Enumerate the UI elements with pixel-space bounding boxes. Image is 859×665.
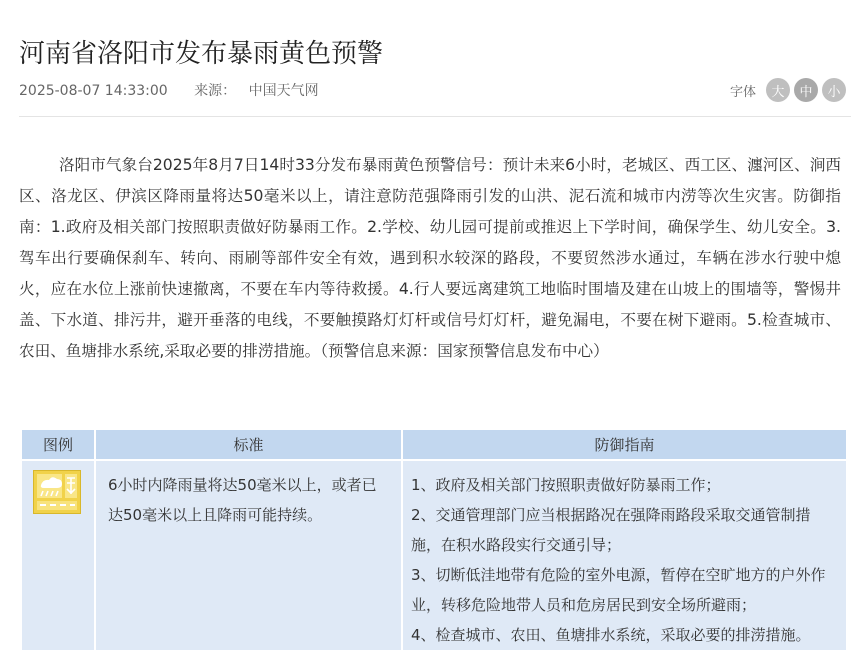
warning-table	[20, 428, 848, 652]
guide-item: 2、交通管理部门应当根据路况在强降雨路段采取交通管制措施，在积水路段实行交通引导；	[411, 506, 811, 554]
table-header-row	[21, 429, 847, 460]
font-size-switcher	[730, 78, 846, 102]
guide-cell	[402, 460, 847, 651]
article-meta	[19, 80, 319, 100]
legend-cell	[21, 460, 95, 651]
header-standard: 标准	[95, 429, 402, 460]
publish-datetime: 2025-08-07 14:33:00	[19, 83, 168, 99]
source-label: 来源：	[194, 83, 237, 99]
header-guide: 防御指南	[402, 429, 847, 460]
font-size-small-button[interactable]: 小	[822, 78, 846, 102]
header-legend: 图例	[21, 429, 95, 460]
standard-cell: 6小时内降雨量将达50毫米以上，或者已达50毫米以上且降雨可能持续。	[95, 460, 402, 651]
font-size-large-button[interactable]: 大	[766, 78, 790, 102]
source-value: 中国天气网	[248, 83, 319, 99]
guide-item: 1、政府及相关部门按照职责做好防暴雨工作；	[411, 476, 721, 494]
font-size-medium-button[interactable]: 中	[794, 78, 818, 102]
article-body: 洛阳市气象台2025年8月7日14时33分发布暴雨黄色预警信号：预计未来6小时，老城区、西工区、瀍河区、涧西区、洛龙区、伊滨区降雨量将达50毫米以上，请注意防范强降雨引发的山洪、泥石流和城市内涝等次生灾害。防御指南：1.政府及相关部门按照职责做好防暴雨工作。2.学校、幼儿园可提前或推迟上下学时间，确保学生、幼儿安全。3.驾车出行要确保刹车、转向、雨刷等部件安全有效，遇到积水较深的路段，不要贸然涉水通过，车辆在涉水行驶中熄火，应在水位上涨前快速撤离，不要在车内等待救援。4.行人要远离建筑工地临时围墙及建在山坡上的围墙等，警惕井盖、下水道、排污井，避开垂落的电线，不要触摸路灯灯杆或信号灯灯杆，避免漏电，不要在树下避雨。5.检查城市、农田、鱼塘排水系统,采取必要的排涝措施。（预警信息来源：国家预警信息发布中心）	[19, 156, 841, 360]
page-title: 河南省洛阳市发布暴雨黄色预警	[19, 39, 384, 70]
guide-item: 4、检查城市、农田、鱼塘排水系统，采取必要的排涝措施。	[411, 626, 811, 644]
rainstorm-yellow-warning-icon	[33, 470, 81, 514]
table-row	[21, 460, 847, 651]
font-size-label: 字体	[729, 84, 756, 100]
header-divider	[19, 116, 851, 117]
guide-item: 3、切断低洼地带有危险的室外电源，暂停在空旷地方的户外作业，转移危险地带人员和危房居民到安全场所避雨；	[411, 566, 826, 614]
